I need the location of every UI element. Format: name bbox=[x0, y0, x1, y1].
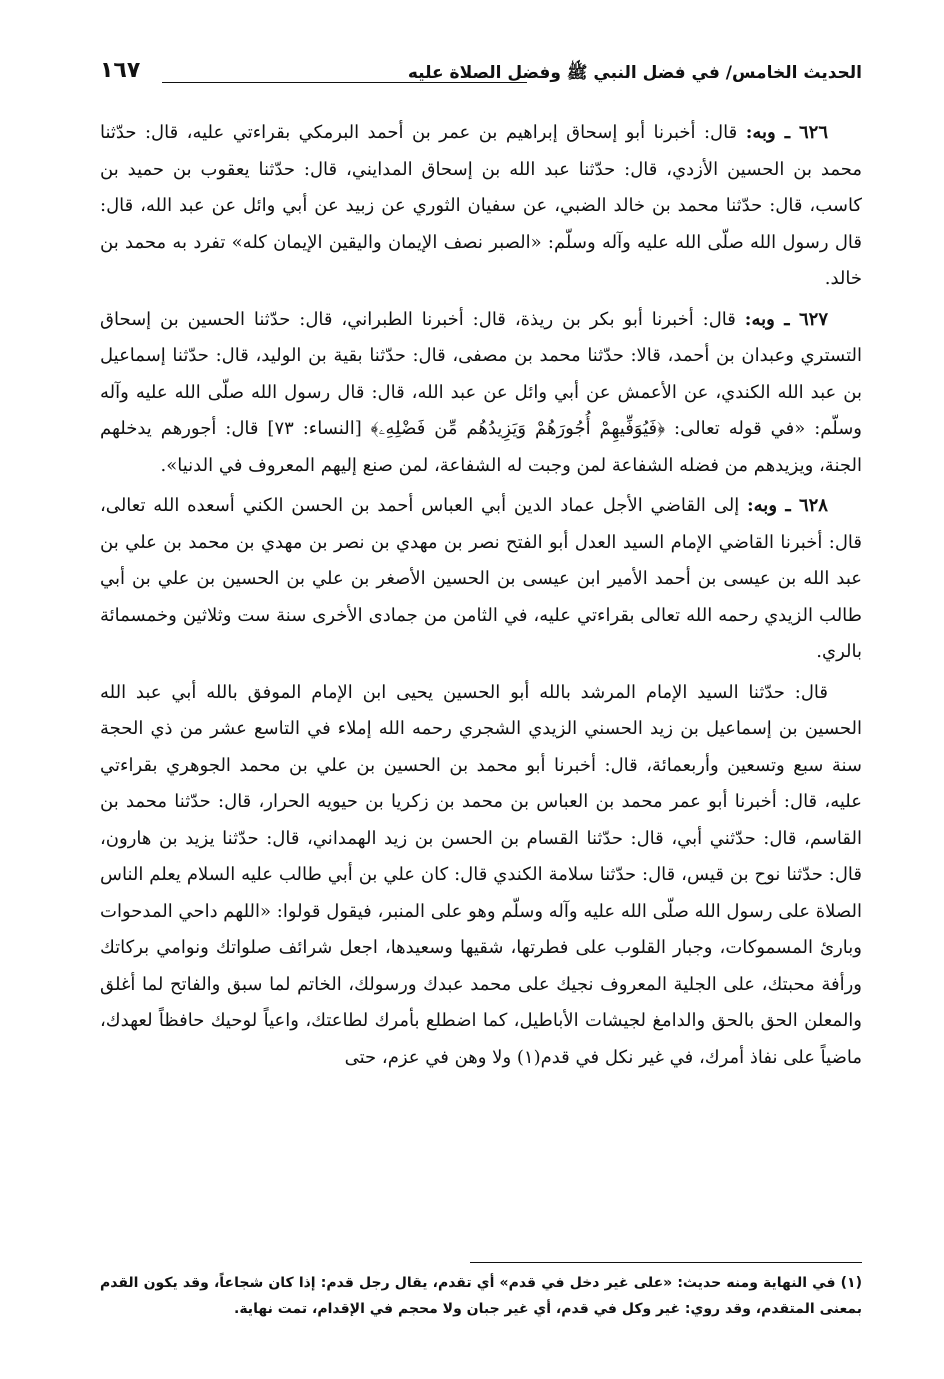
hadith-text: قال: أخبرنا أبو إسحاق إبراهيم بن عمر بن أحمد البرمكي بقراءتي عليه، قال: حدّثنا محمد بن الحسين الأزدي، قال: حدّثنا عبد الله بن إسحاق المدايني، قال: حدّثنا يعقوب بن حميد بن كاسب، قال: حدّثنا محمد بن خالد الضبي، عن سفيان الثوري عن زبيد عن أبي وائل عن عبد الله، قال: قال رسول الله صلّى الله عليه وآله وسلّم: «الصبر نصف الإيمان واليقين الإيمان كله» تفرد به محمد بن خالد. bbox=[100, 122, 862, 289]
running-title: الحديث الخامس/ في فضل النبي ﷺ وفضل الصلاة عليه bbox=[407, 63, 862, 83]
footnote-rule bbox=[470, 1262, 862, 1263]
hadith-text: قال: أخبرنا أبو بكر بن ريذة، قال: أخبرنا الطبراني، قال: حدّثنا الحسين بن إسحاق التستري وعبدان بن أحمد، قالا: حدّثنا محمد بن مصفى، قال: حدّثنا بقية بن الوليد، قال: حدّثنا إسماعيل بن عبد الله الكندي، عن الأعمش عن أبي وائل عن عبد الله، قال: قال رسول الله صلّى الله عليه وآله وسلّم: «في قوله تعالى: ﴿فَيُوَفِّيهِمْ أُجُورَهُمْ وَيَزِيدُهُم مِّن فَضْلِهِۦ﴾ [النساء: ٧٣] قال: أجورهم يدخلهم الجنة، ويزيدهم من فضله الشفاعة لمن وجبت له الشفاعة، لمن صنع إليهم المعروف في الدنيا». bbox=[100, 308, 862, 476]
footnote: (١) في النهاية ومنه حديث: «على غير دخل في قدم» أي تقدم، يقال رجل قدم: إذا كان شجاعاً، وقد يكون القدم بمعنى المتقدم، وقد روي: غير وكل في قدم، أي غير جبان ولا محجم في الإقدام، تمت نهاية. bbox=[100, 1275, 862, 1317]
hadith-626 bbox=[100, 115, 862, 298]
hadith-number: ٦٢٧ ـ وبه: bbox=[744, 308, 828, 330]
main-text bbox=[100, 115, 862, 1080]
hadith-number: ٦٢٨ ـ وبه: bbox=[747, 495, 828, 516]
page-header bbox=[100, 58, 862, 98]
hadith-628 bbox=[100, 488, 862, 671]
hadith-627 bbox=[100, 302, 862, 485]
hadith-text: إلى القاضي الأجل عماد الدين أبي العباس أحمد بن الحسن الكني أسعده الله تعالى، قال: أخبرنا القاضي الإمام السيد العدل أبو الفتح نصر بن مهدي بن نصر بن مهدي بن محمد بن علي بن عبد الله بن عيسى بن أحمد الأمير ابن عيسى بن الحسين الأصغر بن علي بن الحسين بن علي بن أبي طالب الزيدي رحمه الله تعالى بقراءتي عليه، في الثامن من جمادى الأخرى سنة ست وثلاثين وخمسمائة بالري. bbox=[100, 495, 862, 662]
hadith-number: ٦٢٦ ـ وبه: bbox=[745, 122, 828, 143]
page-number: ١٦٧ bbox=[100, 58, 141, 83]
hadith-628-continued bbox=[100, 675, 862, 1077]
hadith-text: قال: حدّثنا السيد الإمام المرشد بالله أبو الحسين يحيى ابن الإمام الموفق بالله أبي عبد الله الحسين بن إسماعيل بن زيد الحسني الزيدي الشجري رحمه الله إملاء في التاسع عشر من ذي الحجة سنة سبع وتسعين وأربعمائة، قال: أخبرنا أبو محمد بن الحسين بن علي بن محمد الجوهري بقراءتي عليه، قال: أخبرنا أبو عمر محمد بن العباس بن محمد بن زكريا بن حيويه الحرار، قال: حدّثنا محمد بن القاسم، قال: حدّثني أبي، قال: حدّثنا القسام بن الحسن بن زيد الهمداني، قال: حدّثنا يزيد بن هارون، قال: حدّثنا نوح بن قيس، قال: حدّثنا سلامة الكندي قال: كان علي بن أبي طالب عليه السلام يعلم الناس الصلاة على رسول الله صلّى الله عليه وآله وسلّم وهو على المنبر، فيقول قولوا: «اللهم داحي المدحوات وبارئ المسموكات، وجبار القلوب على فطرتها، شقيها وسعيدها، اجعل شرائف صلواتك ونوامي بركاتك ورأفة محبتك، على الجلية المعروف نجيك على محمد عبدك ورسولك، الخاتم لما سبق والفاتح لما أغلق والمعلن الحق بالحق والدامغ لجيشات الأباطيل، كما اضطلع بأمرك لطاعتك، واعياً لوحيك حافظاً لعهدك، ماضياً على نفاذ أمرك، في غير نكل في قدم(١) ولا وهن في عزم، حتى bbox=[100, 681, 862, 1068]
header-rule bbox=[162, 82, 527, 83]
